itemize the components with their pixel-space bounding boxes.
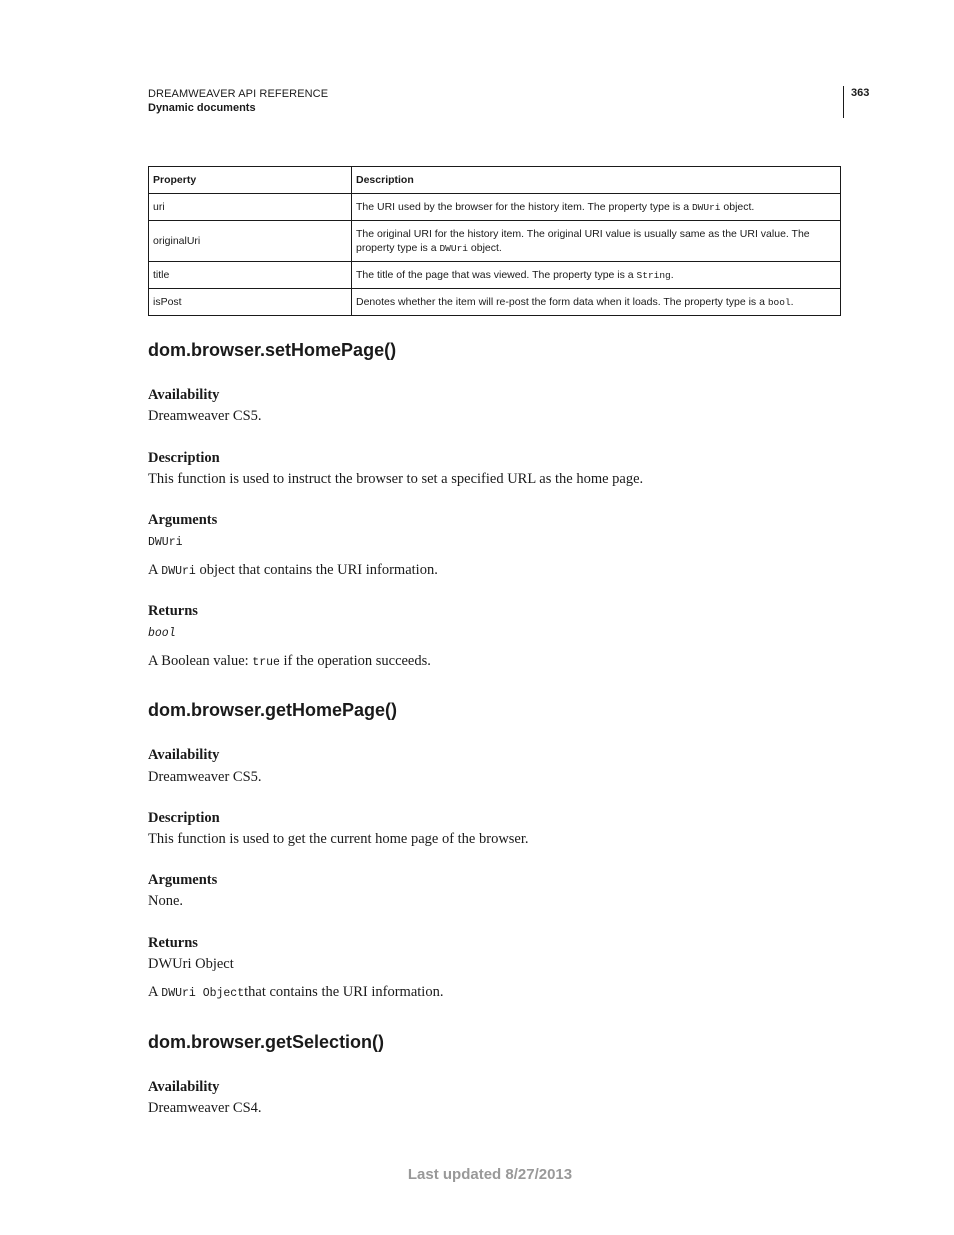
property-description: The original URI for the history item. The original URI value is usually same as the URI value. The property type is a DWUri object. (352, 221, 841, 262)
header-divider (843, 86, 844, 118)
property-name: title (149, 262, 352, 289)
returns-description: A DWUri Objectthat contains the URI information. (148, 984, 444, 1000)
description-label: Description (148, 810, 220, 826)
table-row (149, 221, 841, 262)
footer (0, 1166, 954, 1183)
last-updated: Last updated 8/27/2013 (407, 1166, 573, 1183)
returns-code: bool (148, 627, 176, 640)
availability-text: Dreamweaver CS4. (148, 1100, 262, 1116)
table-header-property: Property (149, 167, 352, 194)
availability-text: Dreamweaver CS5. (148, 408, 262, 424)
property-name: uri (149, 194, 352, 221)
arguments-text: None. (148, 893, 184, 909)
property-description: The URI used by the browser for the history item. The property type is a DWUri object. (352, 194, 841, 221)
availability-label: Availability (148, 1079, 220, 1095)
property-table (148, 166, 841, 316)
page-number: 363 (851, 87, 870, 99)
section-title-gethomepage: dom.browser.getHomePage() (148, 700, 398, 720)
returns-description: A Boolean value: true if the operation succeeds. (148, 653, 431, 669)
description-text: This function is used to get the current home page of the browser. (148, 831, 529, 847)
chapter-title: Dynamic documents (148, 102, 256, 114)
book-title: DREAMWEAVER API REFERENCE (148, 88, 329, 100)
description-label: Description (148, 450, 220, 466)
section-title-getselection: dom.browser.getSelection() (148, 1032, 385, 1052)
returns-text: DWUri Object (148, 956, 234, 972)
property-name: originalUri (149, 221, 352, 262)
availability-label: Availability (148, 747, 220, 763)
section-title-sethomepage: dom.browser.setHomePage() (148, 340, 397, 360)
table-row (149, 262, 841, 289)
returns-label: Returns (148, 603, 198, 619)
running-header (148, 88, 328, 114)
table-row (149, 289, 841, 316)
table-header-description: Description (352, 167, 841, 194)
property-description: The title of the page that was viewed. The property type is a String. (352, 262, 841, 289)
property-description: Denotes whether the item will re-post the form data when it loads. The property type is a bool. (352, 289, 841, 316)
description-text: This function is used to instruct the browser to set a specified URL as the home page. (148, 471, 644, 487)
property-name: isPost (149, 289, 352, 316)
table-header-row (149, 167, 841, 194)
argument-code: DWUri (148, 536, 183, 549)
returns-label: Returns (148, 935, 198, 951)
availability-label: Availability (148, 387, 220, 403)
availability-text: Dreamweaver CS5. (148, 769, 262, 785)
argument-description: A DWUri object that contains the URI information. (148, 562, 438, 578)
arguments-label: Arguments (148, 872, 218, 888)
table-row (149, 194, 841, 221)
arguments-label: Arguments (148, 512, 218, 528)
